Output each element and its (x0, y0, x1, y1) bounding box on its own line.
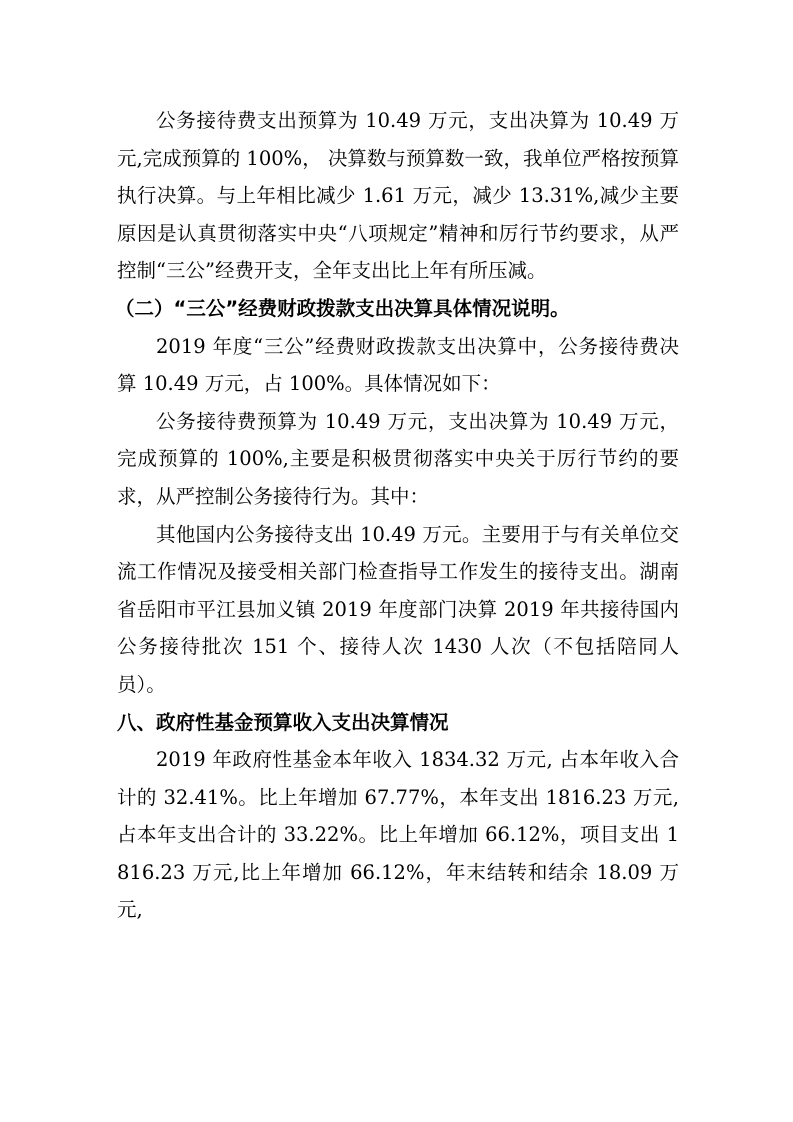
paragraph-reception-budget: 公务接待费支出预算为 10.49 万元，支出决算为 10.49 万元,完成预算的 100%， 决算数与预算数一致，我单位严格按预算执行决算。与上年相比减少 1.61 万元，减少 13.31%,减少主要原因是认真贯彻落实中央“八项规定”精神和厉行节约要求，从严控制“三公”经费开支，全年支出比上年有所压减。 (117, 109, 679, 283)
document-body (117, 102, 679, 929)
paragraph-three-public-summary: 2019 年度“三公”经费财政拨款支出决算中，公务接待费决算 10.49 万元，占 100%。具体情况如下： (117, 334, 679, 396)
section-heading-three-public-expenses: （二）“三公”经费财政拨款支出决算具体情况说明。 (115, 296, 570, 320)
paragraph-government-fund: 2019 年政府性基金本年收入 1834.32 万元, 占本年收入合计的 32.41%。比上年增加 67.77%，本年支出 1816.23 万元,占本年支出合计的 33.22%。比上年增加 66.12%，项目支出 1816.23 万元,比上年增加 66.12%，年末结转和结余 18.09 万元, (117, 748, 679, 922)
paragraph-domestic-reception: 其他国内公务接待支出 10.49 万元。主要用于与有关单位交流工作情况及接受相关部门检查指导工作发生的接待支出。湖南省岳阳市平江县加义镇 2019 年度部门决算 2019 年共接待国内公务接待批次 151 个、接待人次 1430 人次（不包括陪同人员）。 (117, 522, 679, 696)
paragraph-reception-detail: 公务接待费预算为 10.49 万元，支出决算为 10.49 万元，完成预算的 100%,主要是积极贯彻落实中央关于厉行节约的要求，从严控制公务接待行为。其中： (117, 409, 679, 508)
section-heading-government-fund: 八、政府性基金预算收入支出决算情况 (117, 710, 449, 734)
